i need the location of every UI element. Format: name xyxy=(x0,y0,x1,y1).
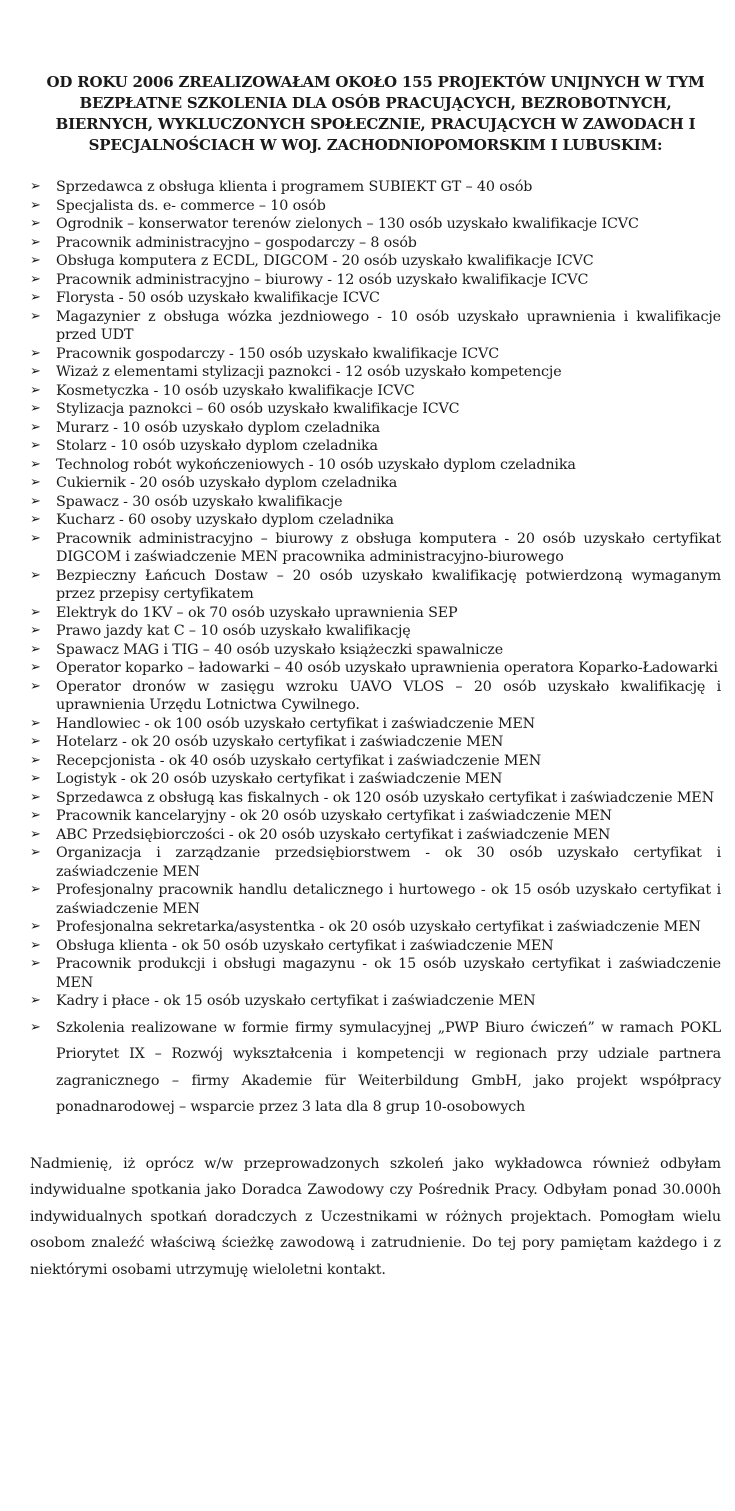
arrow-bullet-icon: ➢ xyxy=(30,845,41,860)
list-item xyxy=(30,289,721,308)
arrow-bullet-icon: ➢ xyxy=(30,752,41,768)
list-item-text: Magazynier z obsługa wózka jezdniowego - 10 osób uzyskało uprawnienia i kwalifikacje przed UDT xyxy=(56,308,721,343)
list-item xyxy=(30,826,721,845)
list-item xyxy=(30,715,721,734)
list-item xyxy=(30,659,721,678)
list-item xyxy=(30,400,721,419)
list-item xyxy=(30,789,721,808)
arrow-bullet-icon: ➢ xyxy=(30,734,41,749)
list-item xyxy=(30,252,721,271)
list-item-text: Spawacz MAG i TIG – 40 osób uzyskało książeczki spawalnicze xyxy=(56,641,504,658)
list-item xyxy=(30,511,721,530)
list-item xyxy=(30,955,721,992)
list-item xyxy=(30,437,721,456)
list-item-text: Profesjonalny pracownik handlu detalicznego i hurtowego - ok 15 osób uzyskało certyfikat i zaświadczenie MEN xyxy=(56,882,721,917)
arrow-bullet-icon: ➢ xyxy=(30,567,41,583)
arrow-bullet-icon: ➢ xyxy=(30,512,41,527)
arrow-bullet-icon: ➢ xyxy=(30,382,41,398)
list-item xyxy=(30,308,721,345)
arrow-bullet-icon: ➢ xyxy=(30,493,41,509)
list-item-text: Bezpieczny Łańcuch Dostaw – 20 osób uzyskało kwalifikację potwierdzoną wymaganym przez przepisy certyfikatem xyxy=(56,567,721,602)
list-item xyxy=(30,456,721,475)
list-item-text: Sprzedawca z obsługa klienta i programem SUBIEKT GT – 40 osób xyxy=(56,179,533,195)
arrow-bullet-icon: ➢ xyxy=(30,401,41,416)
list-item xyxy=(30,1015,721,1121)
list-item xyxy=(30,530,721,567)
list-item xyxy=(30,493,721,512)
list-item xyxy=(30,474,721,493)
list-item xyxy=(30,992,721,1011)
list-item xyxy=(30,807,721,826)
arrow-bullet-icon: ➢ xyxy=(30,197,41,213)
list-item xyxy=(30,844,721,881)
list-item-text: Technolog robót wykończeniowych - 10 osób uzyskało dyplom czeladnika xyxy=(56,456,576,473)
arrow-bullet-icon: ➢ xyxy=(30,789,41,805)
list-item xyxy=(30,197,721,216)
list-item xyxy=(30,641,721,660)
list-item-text: Kadry i płace - ok 15 osób uzyskało certyfikat i zaświadczenie MEN xyxy=(56,993,536,1009)
list-item xyxy=(30,234,721,253)
arrow-bullet-icon: ➢ xyxy=(30,290,41,305)
arrow-bullet-icon: ➢ xyxy=(30,641,41,657)
list-item xyxy=(30,215,721,234)
arrow-bullet-icon: ➢ xyxy=(30,308,41,324)
list-item-text: Pracownik administracyjno – biurowy - 12 osób uzyskało kwalifikacje ICVC xyxy=(56,271,589,288)
list-item-text: Murarz - 10 osób uzyskało dyplom czeladnika xyxy=(56,419,381,436)
arrow-bullet-icon: ➢ xyxy=(30,937,41,953)
list-item-text: Operator dronów w zasięgu wzroku UAVO VLOS – 20 osób uzyskało kwalifikację i uprawnienia Urzędu Lotnictwa Cywilnego. xyxy=(56,678,721,713)
arrow-bullet-icon: ➢ xyxy=(30,419,41,435)
list-item-text: Stolarz - 10 osób uzyskało dyplom czeladnika xyxy=(56,438,378,454)
list-item xyxy=(30,363,721,382)
list-item-text: Specjalista ds. e- commerce – 10 osób xyxy=(56,197,326,214)
arrow-bullet-icon: ➢ xyxy=(30,993,41,1008)
arrow-bullet-icon: ➢ xyxy=(30,771,41,786)
arrow-bullet-icon: ➢ xyxy=(30,826,41,842)
arrow-bullet-icon: ➢ xyxy=(30,216,41,231)
arrow-bullet-icon: ➢ xyxy=(30,345,41,361)
arrow-bullet-icon: ➢ xyxy=(30,475,41,490)
list-item xyxy=(30,733,721,752)
training-list xyxy=(30,178,721,1121)
list-item-text: Cukiernik - 20 osób uzyskało dyplom czeladnika xyxy=(56,475,398,491)
list-item-text: Ogrodnik – konserwator terenów zielonych – 130 osób uzyskało kwalifikacje ICVC xyxy=(56,216,639,232)
list-item xyxy=(30,770,721,789)
closing-paragraph: Nadmienię, iż oprócz w/w przeprowadzonych szkoleń jako wykładowca również odbyłam indywidualne spotkania jako Doradca Zawodowy czy Pośrednik Pracy. Odbyłam ponad 30.000h indywidualnych spotkań doradczych z Uczestnikami w różnych projektach. Pomogłam wielu osobom znaleźć właściwą ścieżkę zawodową i zatrudnienie. Do tej pory pamiętam każdego i z niektórymi osobami utrzymuję wieloletni kontakt. xyxy=(30,1155,721,1278)
list-item-text: Pracownik kancelaryjny - ok 20 osób uzyskało certyfikat i zaświadczenie MEN xyxy=(56,808,612,824)
list-item xyxy=(30,678,721,715)
list-item-text: Handlowiec - ok 100 osób uzyskało certyfikat i zaświadczenie MEN xyxy=(56,715,535,732)
list-item-text: Wizaż z elementami stylizacji paznokci - 12 osób uzyskało kompetencje xyxy=(56,364,562,380)
list-item xyxy=(30,271,721,290)
list-item-text: Pracownik produkcji i obsługi magazynu - ok 15 osób uzyskało certyfikat i zaświadczenie MEN xyxy=(56,956,721,991)
list-item xyxy=(30,419,721,438)
list-item xyxy=(30,622,721,641)
arrow-bullet-icon: ➢ xyxy=(30,623,41,638)
arrow-bullet-icon: ➢ xyxy=(30,234,41,250)
arrow-bullet-icon: ➢ xyxy=(30,456,41,472)
list-item-text: Florysta - 50 osób uzyskało kwalifikacje ICVC xyxy=(56,290,380,306)
arrow-bullet-icon: ➢ xyxy=(30,271,41,287)
list-item-text: Pracownik gospodarczy - 150 osób uzyskało kwalifikacje ICVC xyxy=(56,345,499,362)
list-item xyxy=(30,752,721,771)
list-item xyxy=(30,604,721,623)
list-item-text: Operator koparko – ładowarki – 40 osób uzyskało uprawnienia operatora Koparko-Ładowarki xyxy=(56,660,718,676)
arrow-bullet-icon: ➢ xyxy=(30,715,41,731)
arrow-bullet-icon: ➢ xyxy=(30,604,41,620)
list-item-text: Sprzedawca z obsługą kas fiskalnych - ok 120 osób uzyskało certyfikat i zaświadczenie MEN xyxy=(56,789,714,806)
arrow-bullet-icon: ➢ xyxy=(30,530,41,546)
arrow-bullet-icon: ➢ xyxy=(30,678,41,694)
list-item xyxy=(30,881,721,918)
list-item-text: Obsługa komputera z ECDL, DIGCOM - 20 osób uzyskało kwalifikacje ICVC xyxy=(56,253,594,269)
list-item-text: Hotelarz - ok 20 osób uzyskało certyfikat i zaświadczenie MEN xyxy=(56,734,504,750)
list-item-text: Spawacz - 30 osób uzyskało kwalifikacje xyxy=(56,493,343,510)
list-item-text: Profesjonalna sekretarka/asystentka - ok 20 osób uzyskało certyfikat i zaświadczenie MEN xyxy=(56,919,701,935)
list-item-text: Recepcjonista - ok 40 osób uzyskało certyfikat i zaświadczenie MEN xyxy=(56,752,542,769)
arrow-bullet-icon: ➢ xyxy=(30,956,41,971)
list-item-text: ABC Przedsiębiorczości - ok 20 osób uzyskało certyfikat i zaświadczenie MEN xyxy=(56,826,611,843)
list-item xyxy=(30,345,721,364)
list-item-text: Stylizacja paznokci – 60 osób uzyskało kwalifikacje ICVC xyxy=(56,401,460,417)
list-item-text: Organizacja i zarządzanie przedsiębiorstwem - ok 30 osób uzyskało certyfikat i zaświadczenie MEN xyxy=(56,845,721,880)
arrow-bullet-icon: ➢ xyxy=(30,660,41,675)
arrow-bullet-icon: ➢ xyxy=(30,253,41,268)
list-item-text: Prawo jazdy kat C – 10 osób uzyskało kwalifikację xyxy=(56,623,411,639)
arrow-bullet-icon: ➢ xyxy=(30,808,41,823)
list-item xyxy=(30,567,721,604)
arrow-bullet-icon: ➢ xyxy=(30,882,41,897)
arrow-bullet-icon: ➢ xyxy=(30,438,41,453)
list-item xyxy=(30,937,721,956)
document-heading: OD ROKU 2006 ZREALIZOWAŁAM OKOŁO 155 PROJEKTÓW UNIJNYCH W TYM BEZPŁATNE SZKOLENIA DLA OSÓB PRACUJĄCYCH, BEZROBOTNYCH, BIERNYCH, WYKLUCZONYCH SPOŁECZNIE, PRACUJĄCYCH W ZAWODACH I SPECJALNOŚCIACH W WOJ. ZACHODNIOPOMORSKIM I LUBUSKIM: xyxy=(46,73,705,154)
list-item-text: Obsługa klienta - ok 50 osób uzyskało certyfikat i zaświadczenie MEN xyxy=(56,937,554,954)
arrow-bullet-icon: ➢ xyxy=(30,179,41,194)
list-item-text: Elektryk do 1KV – ok 70 osób uzyskało uprawnienia SEP xyxy=(56,604,458,621)
list-item xyxy=(30,178,721,197)
list-item-text: Kosmetyczka - 10 osób uzyskało kwalifikacje ICVC xyxy=(56,382,415,399)
list-item-text: Kucharz - 60 osoby uzyskało dyplom czeladnika xyxy=(56,512,394,528)
arrow-bullet-icon: ➢ xyxy=(30,1019,41,1035)
list-item-text: Pracownik administracyjno – gospodarczy – 8 osób xyxy=(56,234,417,251)
list-item-text: Pracownik administracyjno – biurowy z obsługa komputera - 20 osób uzyskało certyfikat DIGCOM i zaświadczenie MEN pracownika administracyjno-biurowego xyxy=(56,530,721,565)
list-item xyxy=(30,918,721,937)
list-item-text: Szkolenia realizowane w formie firmy symulacyjnej „PWP Biuro ćwiczeń” w ramach POKL Priorytet IX – Rozwój wykształcenia i kompetencji w regionach przy udziale partnera zagranicznego – firmy Akademie für Weiterbildung GmbH, jako projekt współpracy ponadnarodowej – wsparcie przez 3 lata dla 8 grup 10-osobowych xyxy=(56,1019,721,1115)
arrow-bullet-icon: ➢ xyxy=(30,364,41,379)
arrow-bullet-icon: ➢ xyxy=(30,919,41,934)
list-item-text: Logistyk - ok 20 osób uzyskało certyfikat i zaświadczenie MEN xyxy=(56,771,503,787)
list-item xyxy=(30,382,721,401)
